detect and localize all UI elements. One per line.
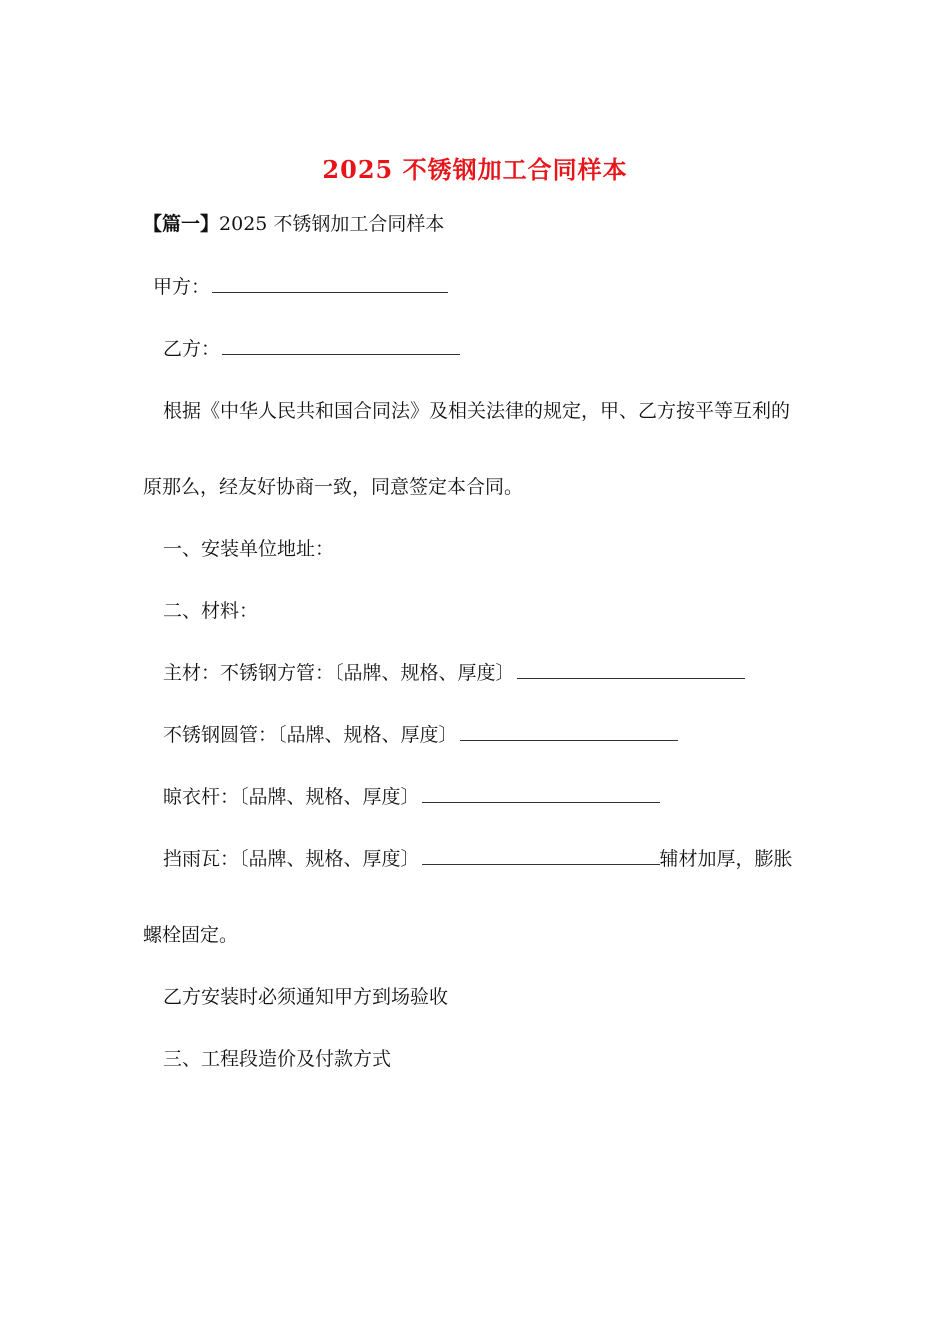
section-tag: 【篇一】 bbox=[143, 213, 220, 235]
intro-line-2: 原那么，经友好协商一致，同意签定本合同。 bbox=[143, 476, 524, 498]
clause-2-heading: 二、材料： bbox=[163, 600, 259, 622]
party-a-label: 甲方： bbox=[153, 276, 211, 298]
party-b-blank[interactable] bbox=[222, 336, 460, 355]
round-tube-blank[interactable] bbox=[460, 722, 678, 741]
party-a-row bbox=[153, 274, 448, 300]
rain-tile-blank[interactable] bbox=[422, 846, 660, 865]
round-tube-label: 不锈钢圆管：〔品牌、规格、厚度〕 bbox=[163, 724, 458, 746]
rain-tile-row bbox=[163, 846, 793, 872]
clothes-rod-blank[interactable] bbox=[422, 784, 660, 803]
rain-tile-line-2: 螺栓固定。 bbox=[143, 924, 239, 946]
rain-tile-label: 挡雨瓦：〔品牌、规格、厚度〕 bbox=[163, 848, 420, 870]
round-tube-row bbox=[163, 722, 678, 748]
rain-tile-suffix: 辅材加厚，膨胀 bbox=[659, 848, 793, 870]
clothes-rod-label: 晾衣杆：〔品牌、规格、厚度〕 bbox=[163, 786, 420, 808]
main-material-label: 主材：不锈钢方管：〔品牌、规格、厚度〕 bbox=[163, 662, 515, 684]
section-title: 2025 不锈钢加工合同样本 bbox=[219, 213, 445, 235]
clause-1-heading: 一、安装单位地址： bbox=[163, 538, 335, 560]
section-heading bbox=[143, 211, 444, 237]
party-a-blank[interactable] bbox=[212, 274, 448, 293]
main-material-row bbox=[163, 660, 745, 686]
party-b-row bbox=[163, 336, 460, 362]
intro-line-1: 根据《中华人民共和国合同法》及相关法律的规定，甲、乙方按平等互利的 bbox=[163, 400, 791, 422]
clause-3-heading: 三、工程段造价及付款方式 bbox=[163, 1048, 392, 1070]
main-material-blank[interactable] bbox=[517, 660, 745, 679]
inspection-note: 乙方安装时必须通知甲方到场验收 bbox=[163, 986, 449, 1008]
clothes-rod-row bbox=[163, 784, 660, 810]
document-title: 2025 不锈钢加工合同样本 bbox=[322, 155, 628, 184]
party-b-label: 乙方： bbox=[163, 338, 221, 360]
